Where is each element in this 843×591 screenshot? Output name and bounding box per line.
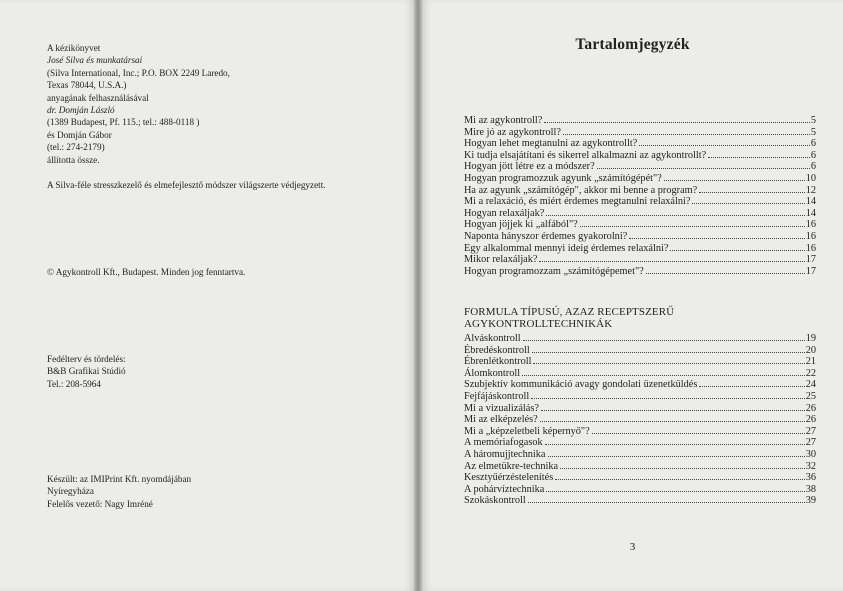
toc-entry-page: 20 <box>805 344 816 356</box>
toc-entry-page: 32 <box>805 460 816 472</box>
toc-entry-page: 25 <box>805 390 816 402</box>
imprint-line: (1389 Budapest, Pf. 115.; tel.: 488-0118 ) <box>47 117 200 128</box>
toc-entry-title: Mi a „képzeletbeli képernyő"? <box>464 425 590 437</box>
toc-entry-page: 6 <box>810 149 816 161</box>
toc-dot-leader <box>692 203 804 204</box>
toc-entry-title: Kesztyűérzéstelenítés <box>464 472 554 484</box>
toc-entry <box>464 231 816 243</box>
toc-entry-title: Egy alkalommal mennyi ideig érdemes relaxálni? <box>464 242 669 254</box>
toc-dot-leader <box>523 340 805 341</box>
toc-dot-leader <box>546 215 804 216</box>
toc-entry-page: 6 <box>810 138 816 150</box>
toc-entry-title: Ki tudja elsajátítani és sikerrel alkalmazni az agykontrollt? <box>464 149 707 161</box>
toc-dot-leader <box>532 352 805 353</box>
copyright-text: © Agykontroll Kft., Budapest. Minden jog fenntartva. <box>47 267 246 277</box>
toc-entry-page: 14 <box>805 196 816 208</box>
toc-dot-leader <box>531 398 805 399</box>
toc-entry <box>464 243 816 255</box>
toc-entry <box>464 266 816 278</box>
toc-entry-title: Az elmetükre-technika <box>464 460 559 472</box>
design-credit-line: Fedélterv és tördelés: <box>47 354 126 364</box>
toc-entry-page: 24 <box>805 379 816 391</box>
toc-dot-leader <box>560 468 805 469</box>
section-heading-line: AGYKONTROLLTECHNIKÁK <box>464 318 613 331</box>
design-credits <box>47 353 387 390</box>
imprint-line: José Silva és munkatársai <box>47 55 143 66</box>
imprint-line: és Domján Gábor <box>47 129 112 140</box>
toc-entry-page: 27 <box>805 425 816 437</box>
toc-entry <box>464 472 816 484</box>
toc-entry <box>464 161 816 173</box>
toc-entry-page: 10 <box>805 172 816 184</box>
page-number: 3 <box>629 541 636 553</box>
toc-entry <box>464 115 816 127</box>
toc-entry-title: Hogyan jött létre ez a módszer? <box>464 161 595 173</box>
toc-dot-leader <box>580 226 805 227</box>
toc-entry-title: Mi a vizualizálás? <box>464 402 539 414</box>
toc-entry-page: 39 <box>805 495 816 507</box>
toc-dot-leader <box>548 456 805 457</box>
toc-entry-title: Hogyan programozzam „számítógépemet"? <box>464 265 644 277</box>
toc-entry-page: 5 <box>810 115 816 126</box>
toc-entry-page: 36 <box>805 472 816 484</box>
toc-entry-title: Alváskontroll <box>464 333 521 344</box>
toc-entry-title: A memóriafogasok <box>464 437 543 449</box>
toc-entry-title: Hogyan relaxáljak? <box>464 207 545 219</box>
toc-entry-title: Szokáskontroll <box>464 495 526 507</box>
toc-entry-title: Mi az elképzelés? <box>464 414 538 426</box>
toc-entry-page: 6 <box>810 161 816 173</box>
toc-dot-leader <box>563 134 810 135</box>
toc-dot-leader <box>544 122 809 123</box>
imprint-line: (Silva International, Inc.; P.O. BOX 2249 Laredo, <box>47 67 230 78</box>
toc-entry-title: Hogyan lehet megtanulni az agykontrollt? <box>464 138 638 150</box>
toc-entry <box>464 449 816 461</box>
toc-dot-leader <box>597 168 810 169</box>
toc-entry <box>464 437 816 449</box>
print-credit-line: Nyíregyháza <box>47 486 94 497</box>
toc-entry <box>464 138 816 150</box>
toc-entry-page: 27 <box>805 437 816 449</box>
toc-entry-page: 38 <box>805 483 816 495</box>
toc-entry <box>464 173 816 185</box>
toc-entry-page: 14 <box>805 207 816 219</box>
toc-entry <box>464 219 816 231</box>
book-gutter <box>414 0 422 591</box>
toc-entry-page: 16 <box>805 219 816 231</box>
toc-entry-page: 30 <box>805 448 816 460</box>
toc-dot-leader <box>646 273 805 274</box>
toc-dot-leader <box>639 145 810 146</box>
toc-entry-page: 17 <box>805 265 816 277</box>
imprint-line: dr. Domján László <box>47 105 115 116</box>
print-credit-line: Felelős vezető: Nagy Imréné <box>47 498 153 509</box>
toc-entry-title: Mi a relaxáció, és miért érdemes megtanulni relaxálni? <box>464 196 691 208</box>
toc-list <box>464 115 816 277</box>
toc-dot-leader <box>522 375 805 376</box>
toc-entry <box>464 356 816 368</box>
trademark-text: A Silva-féle stresszkezelő és elmefejlesztő módszer világszerte védjegyzett. <box>47 180 326 190</box>
toc-entry <box>464 150 816 162</box>
toc-entry <box>464 196 816 208</box>
left-page <box>0 0 414 591</box>
toc-dot-leader <box>528 502 805 503</box>
toc-dot-leader <box>629 238 804 239</box>
toc-entry <box>464 208 816 220</box>
toc-dot-leader <box>533 363 804 364</box>
toc-dot-leader <box>539 261 804 262</box>
toc-dot-leader <box>540 421 805 422</box>
toc-entry-title: Hogyan jöjjek ki „alfából"? <box>464 219 578 231</box>
print-credit-line: Készült: az IMIPrint Kft. nyomdájában <box>47 474 192 484</box>
toc-entry <box>464 379 816 391</box>
toc-title: Tartalomjegyzék <box>575 36 690 53</box>
section-heading <box>464 306 816 330</box>
toc-dot-leader <box>670 250 804 251</box>
toc-entry-title: Hogyan programozzuk agyunk „számítógépét"? <box>464 172 662 184</box>
toc-entry-title: A háromujjtechnika <box>464 448 546 460</box>
toc-entry-page: 12 <box>805 184 816 196</box>
toc-entry-page: 22 <box>805 367 816 379</box>
toc-entry <box>464 127 816 139</box>
design-credit-line: Tel.: 208-5964 <box>47 378 101 389</box>
toc-entry-title: Mire jó az agykontroll? <box>464 126 561 138</box>
toc-entry <box>464 333 816 345</box>
toc-entry-page: 17 <box>805 254 816 266</box>
toc-dot-leader <box>545 444 805 445</box>
toc-dot-leader <box>555 479 805 480</box>
print-credits <box>47 473 387 510</box>
toc-entry-title: Mi az agykontroll? <box>464 115 543 126</box>
trademark-notice <box>47 179 387 191</box>
section-heading-line: FORMULA TÍPUSÚ, AZAZ RECEPTSZERŰ <box>464 306 675 318</box>
toc-entry-title: A pohárvíztechnika <box>464 483 545 495</box>
imprint-block <box>47 42 377 166</box>
toc-entry <box>464 368 816 380</box>
toc-entry-page: 16 <box>805 230 816 242</box>
imprint-line: Texas 78044, U.S.A.) <box>47 80 127 91</box>
toc-entry <box>464 484 816 496</box>
toc-entry <box>464 254 816 266</box>
toc-entry-page: 21 <box>805 356 816 368</box>
toc-entry <box>464 403 816 415</box>
toc-entry-page: 19 <box>805 333 816 344</box>
toc-entry-title: Ébrenlétkontroll <box>464 356 532 368</box>
toc-dot-leader <box>592 433 805 434</box>
toc-entry-title: Naponta hányszor érdemes gyakorolni? <box>464 230 628 242</box>
toc-dot-leader <box>699 386 804 387</box>
toc-entry-page: 5 <box>810 126 816 138</box>
imprint-line: A kézikönyvet <box>47 43 101 53</box>
toc-dot-leader <box>541 410 805 411</box>
toc-section-list <box>464 333 816 507</box>
toc-dot-leader <box>546 491 804 492</box>
imprint-line: anyagának felhasználásával <box>47 92 149 103</box>
toc-entry-title: Álomkontroll <box>464 367 521 379</box>
toc-dot-leader <box>699 192 804 193</box>
toc-entry <box>464 345 816 357</box>
toc-entry <box>464 495 816 507</box>
toc-entry-page: 26 <box>805 402 816 414</box>
right-page <box>422 0 843 591</box>
toc-entry <box>464 461 816 473</box>
toc-entry <box>464 426 816 438</box>
toc-entry-title: Ébredéskontroll <box>464 344 530 356</box>
toc-dot-leader <box>708 157 810 158</box>
imprint-line: (tel.: 274-2179) <box>47 142 105 153</box>
imprint-line: állította össze. <box>47 154 100 165</box>
toc-entry-title: Szubjektív kommunikáció avagy gondolati üzenetküldés <box>464 379 698 391</box>
toc-entry-page: 26 <box>805 414 816 426</box>
toc-dot-leader <box>664 180 805 181</box>
toc-entry-page: 16 <box>805 242 816 254</box>
toc-entry <box>464 391 816 403</box>
toc-entry <box>464 185 816 197</box>
toc-entry <box>464 414 816 426</box>
design-credit-line: B&B Grafikai Stúdió <box>47 366 126 377</box>
toc-entry-title: Ha az agyunk „számítógép", akkor mi benne a program? <box>464 184 698 196</box>
copyright-notice <box>47 266 387 278</box>
toc-entry-title: Mikor relaxáljak? <box>464 254 538 266</box>
toc-entry-title: Fejfájáskontroll <box>464 390 530 402</box>
